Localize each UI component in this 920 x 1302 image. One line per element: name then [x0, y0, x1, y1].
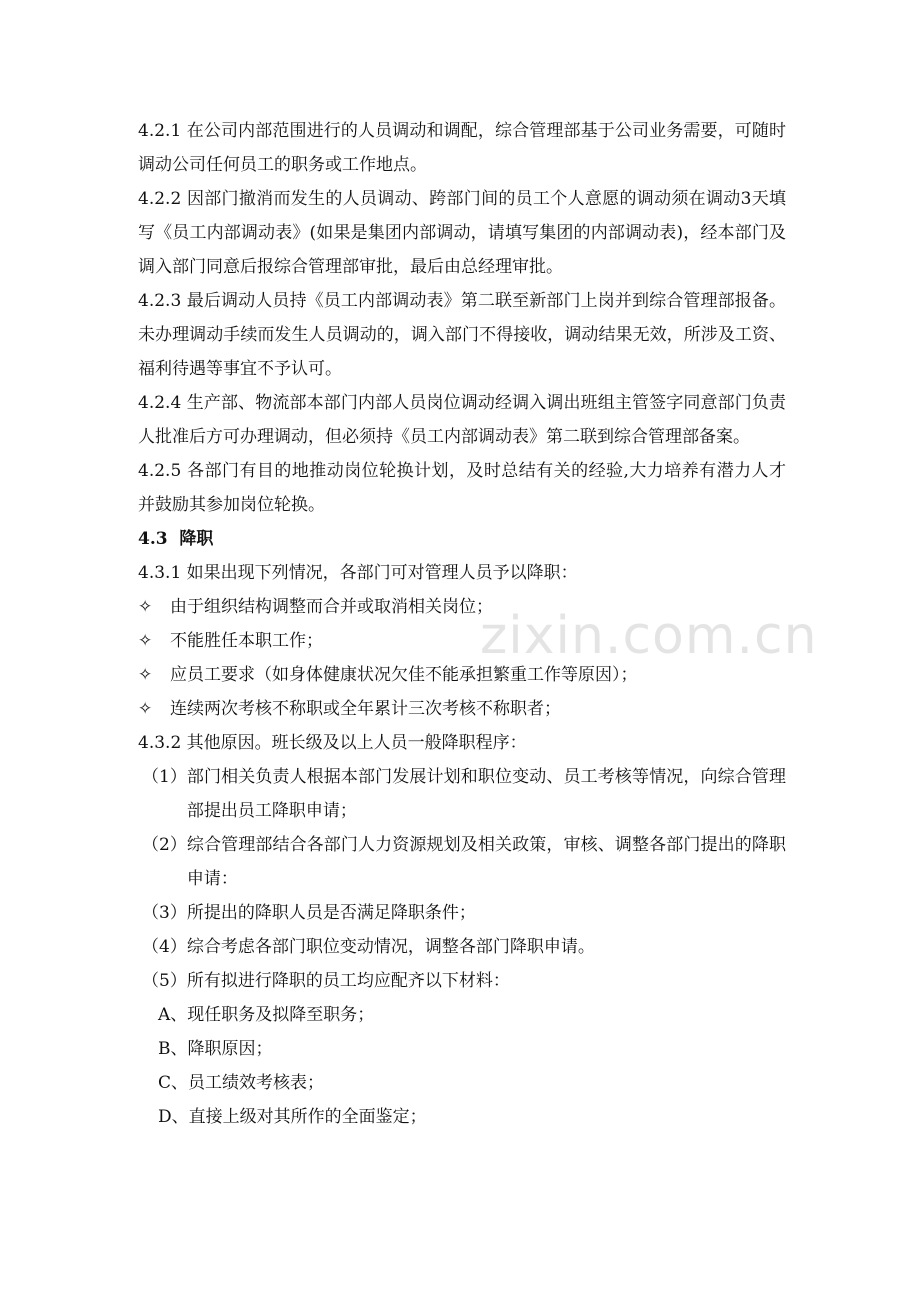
step-text: 所有拟进行降职的员工均应配齐以下材料：: [186, 971, 510, 991]
paragraph-4-3-1: 4.3.1 如果出现下列情况，各部门可对管理人员予以降职：: [138, 563, 578, 583]
material-item: A、现任职务及拟降至职务；: [158, 1005, 375, 1025]
list-item: [138, 692, 786, 726]
step-text: 综合管理部结合各部门人力资源规划及相关政策，审核、调整各部门提出的降职申请：: [186, 835, 786, 889]
step-number: （5）: [142, 971, 187, 991]
paragraph-4-2-2: 4.2.2 因部门撤消而发生的人员调动、跨部门间的员工个人意愿的调动须在调动3天填写《员工内部调动表》(如果是集团内部调动，请填写集团的内部调动表)，经本部门及调入部门同意后报综合管理部审批，最后由总经理审批。: [138, 189, 786, 277]
sparkle-bullet-icon: ✧: [138, 699, 153, 719]
list-item-text: 由于组织结构调整而合并或取消相关岗位；: [170, 597, 493, 617]
section-heading: [138, 522, 786, 556]
document-body: [138, 114, 786, 1134]
section-number: 4.3: [138, 529, 168, 549]
paragraph-4-2-4: 4.2.4 生产部、物流部本部门内部人员岗位调动经调入调出班组主管签字同意部门负责人批准后方可办理调动，但必须持《员工内部调动表》第二联到综合管理部备案。: [138, 393, 786, 447]
paragraph-4-3-2: 4.3.2 其他原因。班长级及以上人员一般降职程序：: [138, 733, 527, 753]
list-item: [138, 624, 786, 658]
list-item-text: 应员工要求（如身体健康状况欠佳不能承担繁重工作等原因）；: [170, 665, 638, 685]
sparkle-bullet-icon: ✧: [138, 631, 153, 651]
sparkle-bullet-icon: ✧: [138, 665, 153, 685]
paragraph-4-2-3: 4.2.3 最后调动人员持《员工内部调动表》第二联至新部门上岗并到综合管理部报备。未办理调动手续而发生人员调动的，调入部门不得接收，调动结果无效，所涉及工资、福利待遇等事宜不予认可。: [138, 291, 786, 379]
list-item: [138, 590, 786, 624]
list-item: [138, 658, 786, 692]
step-text: 综合考虑各部门职位变动情况，调整各部门降职申请。: [186, 937, 595, 957]
procedure-step: [142, 964, 786, 998]
section-title: 降职: [179, 529, 214, 549]
step-number: （2）: [142, 835, 187, 855]
list-item-text: 不能胜任本职工作；: [170, 631, 323, 651]
step-text: 所提出的降职人员是否满足降职条件；: [186, 903, 476, 923]
paragraph-4-2-5: 4.2.5 各部门有目的地推动岗位轮换计划，及时总结有关的经验,大力培养有潜力人才并鼓励其参加岗位轮换。: [138, 461, 786, 515]
sparkle-bullet-icon: ✧: [138, 597, 153, 617]
material-item: B、降职原因；: [158, 1039, 273, 1059]
watermark: zixin.com.cn: [480, 606, 818, 666]
step-number: （3）: [142, 903, 187, 923]
list-item-text: 连续两次考核不称职或全年累计三次考核不称职者；: [170, 699, 561, 719]
step-number: （1）: [142, 767, 187, 787]
paragraph-4-2-1: 4.2.1 在公司内部范围进行的人员调动和调配，综合管理部基于公司业务需要，可随时调动公司任何员工的职务或工作地点。: [138, 121, 786, 175]
procedure-step: [142, 930, 786, 964]
procedure-step: [142, 896, 786, 930]
procedure-step: [142, 828, 786, 896]
step-text: 部门相关负责人根据本部门发展计划和职位变动、员工考核等情况，向综合管理部提出员工降职申请；: [186, 767, 786, 821]
material-item: C、员工绩效考核表；: [158, 1073, 325, 1093]
material-item: D、直接上级对其所作的全面鉴定；: [158, 1107, 427, 1127]
step-number: （4）: [142, 937, 187, 957]
procedure-step: [142, 760, 786, 828]
